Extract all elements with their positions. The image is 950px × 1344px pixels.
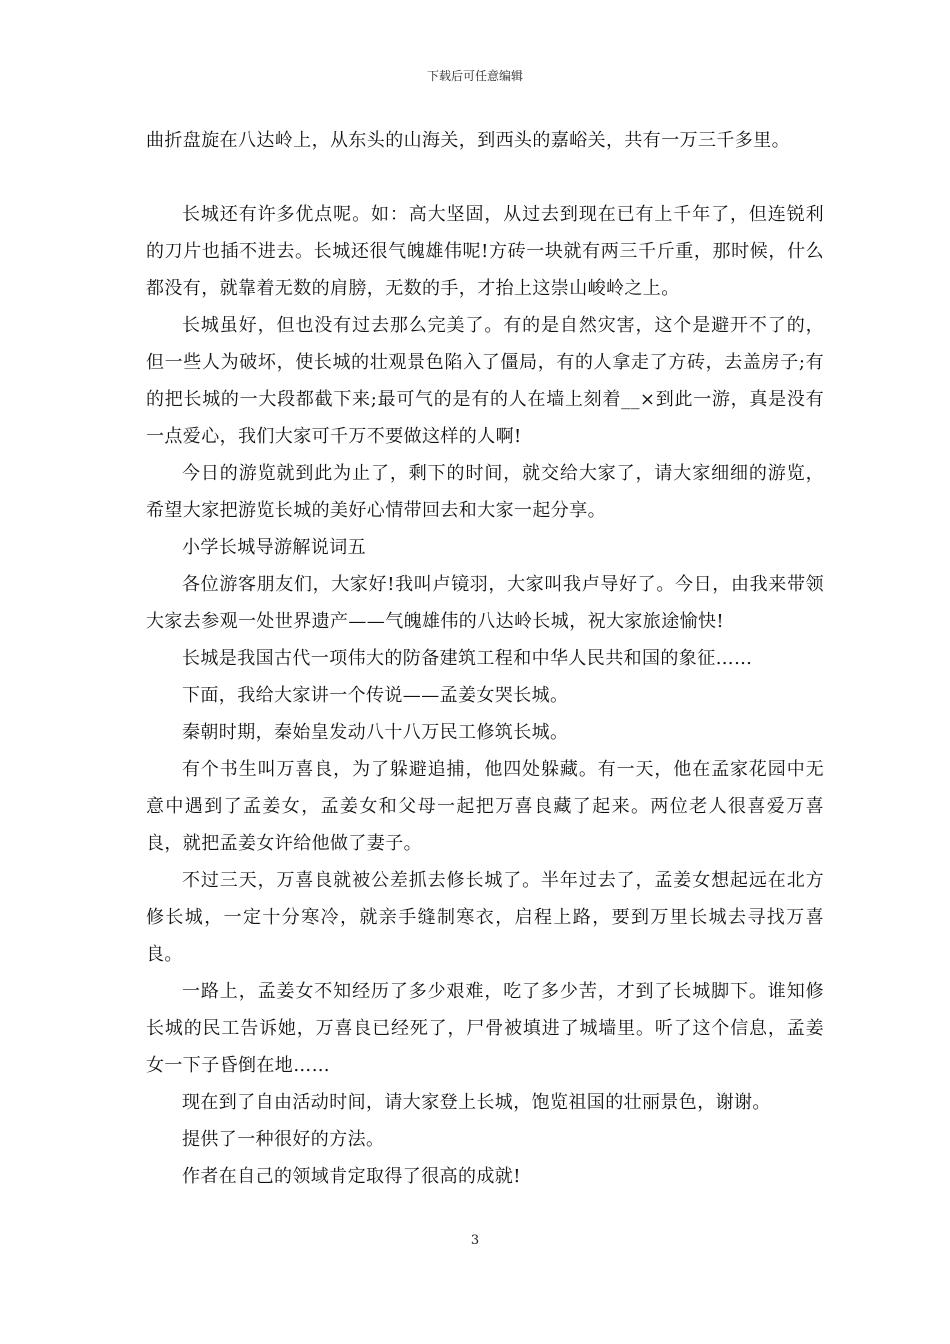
page-number: 3	[470, 1233, 480, 1248]
paragraph: 作者在自己的领域肯定取得了很高的成就!	[182, 1166, 521, 1187]
section-heading: 小学长城导游解说词五	[182, 537, 366, 558]
paragraph: 下面，我给大家讲一个传说——孟姜女哭长城。	[182, 685, 569, 706]
paragraph: 一路上，孟姜女不知经历了多少艰难，吃了多少苦，才到了长城脚下。谁知修长城的民工告诉她，万喜良已经死了，尸骨被填进了城墙里。听了这个信息，孟姜女一下子昏倒在地……	[146, 981, 824, 1076]
paragraph: 长城虽好，但也没有过去那么完美了。有的是自然灾害，这个是避开不了的，但一些人为破坏，使长城的壮观景色陷入了僵局，有的人拿走了方砖，去盖房子;有的把长城的一大段都截下来;最可气的是有的人在墙上刻着__×到此一游，真是没有一点爱心，我们大家可千万不要做这样的人啊!	[146, 315, 824, 447]
paragraph: 各位游客朋友们，大家好!我叫卢镜羽，大家叫我卢导好了。今日，由我来带领大家去参观一处世界遗产——气魄雄伟的八达岭长城，祝大家旅途愉快!	[146, 574, 824, 632]
paragraph-continued: 曲折盘旋在八达岭上，从东头的山海关，到西头的嘉峪关，共有一万三千多里。	[146, 130, 790, 151]
paragraph: 现在到了自由活动时间，请大家登上长城，饱览祖国的壮丽景色，谢谢。	[182, 1092, 771, 1113]
paragraph: 长城是我国古代一项伟大的防备建筑工程和中华人民共和国的象征……	[182, 648, 753, 669]
paragraph: 秦朝时期，秦始皇发动八十八万民工修筑长城。	[182, 722, 569, 743]
page-header: 下载后可任意编辑	[426, 69, 523, 83]
paragraph: 提供了一种很好的方法。	[182, 1129, 385, 1150]
paragraph: 有个书生叫万喜良，为了躲避追捕，他四处躲藏。有一天，他在孟家花园中无意中遇到了孟姜女，孟姜女和父母一起把万喜良藏了起来。两位老人很喜爱万喜良，就把孟姜女许给他做了妻子。	[146, 759, 824, 854]
document-body	[146, 122, 824, 1195]
paragraph: 今日的游览就到此为止了，剩下的时间，就交给大家了，请大家细细的游览，希望大家把游览长城的美好心情带回去和大家一起分享。	[146, 463, 824, 521]
paragraph: 不过三天，万喜良就被公差抓去修长城了。半年过去了，孟姜女想起远在北方修长城，一定十分寒冷，就亲手缝制寒衣，启程上路，要到万里长城去寻找万喜良。	[146, 870, 824, 965]
paragraph: 长城还有许多优点呢。如：高大坚固，从过去到现在已有上千年了，但连锐利的刀片也插不进去。长城还很气魄雄伟呢!方砖一块就有两三千斤重，那时候，什么都没有，就靠着无数的肩膀，无数的手，才抬上这崇山峻岭之上。	[146, 204, 824, 299]
